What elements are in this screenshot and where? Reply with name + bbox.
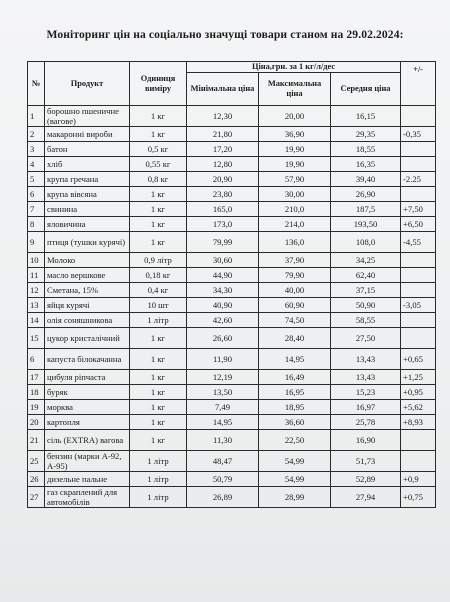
row-max-price: 22,50 — [259, 430, 331, 451]
row-number: 7 — [28, 202, 45, 217]
row-avg-price: 58,55 — [331, 313, 401, 328]
table-row — [28, 232, 436, 253]
row-product: яйця курячі — [45, 298, 130, 313]
header-unit: Одиниця виміру — [130, 62, 187, 106]
row-change: +5,62 — [401, 400, 436, 415]
row-unit: 1 кг — [130, 370, 187, 385]
row-product: цукор кристалічний — [45, 328, 130, 349]
row-unit: 1 кг — [130, 400, 187, 415]
row-avg-price: 187,5 — [331, 202, 401, 217]
row-max-price: 28,40 — [259, 328, 331, 349]
price-table — [27, 61, 436, 508]
row-number: 15 — [28, 328, 45, 349]
row-number: 12 — [28, 283, 45, 298]
row-number: 6 — [28, 187, 45, 202]
table-row — [28, 415, 436, 430]
table-row — [28, 370, 436, 385]
row-change — [401, 268, 436, 283]
table-row — [28, 451, 436, 472]
row-change — [401, 187, 436, 202]
row-min-price: 7,49 — [187, 400, 259, 415]
row-product: сіль (EXTRA) вагова — [45, 430, 130, 451]
row-unit: 1 кг — [130, 415, 187, 430]
row-unit: 1 кг — [130, 217, 187, 232]
row-unit: 1 літр — [130, 313, 187, 328]
row-max-price: 19,90 — [259, 157, 331, 172]
row-unit: 1 літр — [130, 472, 187, 487]
row-max-price: 16,95 — [259, 385, 331, 400]
row-unit: 1 кг — [130, 127, 187, 142]
header-change: +/- — [401, 62, 436, 106]
row-min-price: 12,80 — [187, 157, 259, 172]
row-number: 4 — [28, 157, 45, 172]
row-min-price: 13,50 — [187, 385, 259, 400]
row-avg-price: 26,90 — [331, 187, 401, 202]
row-unit: 1 кг — [130, 328, 187, 349]
row-min-price: 12,30 — [187, 106, 259, 127]
row-min-price: 165,0 — [187, 202, 259, 217]
row-change: +6,50 — [401, 217, 436, 232]
row-change: +0,9 — [401, 472, 436, 487]
row-unit: 1 кг — [130, 106, 187, 127]
row-product: макаронні вироби — [45, 127, 130, 142]
row-number: 25 — [28, 451, 45, 472]
row-min-price: 11,90 — [187, 349, 259, 370]
row-product: морква — [45, 400, 130, 415]
row-avg-price: 16,90 — [331, 430, 401, 451]
row-change: +0,95 — [401, 385, 436, 400]
row-change: -4,55 — [401, 232, 436, 253]
row-change: +8,93 — [401, 415, 436, 430]
row-max-price: 74,50 — [259, 313, 331, 328]
row-unit: 0,55 кг — [130, 157, 187, 172]
header-price-group: Ціна,грн. за 1 кг/л/дес — [187, 62, 401, 73]
row-change: -0,35 — [401, 127, 436, 142]
row-product: буряк — [45, 385, 130, 400]
table-row — [28, 187, 436, 202]
row-product: птиця (тушки курячі) — [45, 232, 130, 253]
row-max-price: 60,90 — [259, 298, 331, 313]
row-max-price: 20,00 — [259, 106, 331, 127]
row-change — [401, 253, 436, 268]
row-change: +0,65 — [401, 349, 436, 370]
row-product: картопля — [45, 415, 130, 430]
row-min-price: 173,0 — [187, 217, 259, 232]
row-number: 11 — [28, 268, 45, 283]
row-number: 1 — [28, 106, 45, 127]
header-min: Мінімальна ціна — [187, 73, 259, 106]
table-row — [28, 172, 436, 187]
row-avg-price: 29,35 — [331, 127, 401, 142]
row-max-price: 19,90 — [259, 142, 331, 157]
row-min-price: 44,90 — [187, 268, 259, 283]
row-unit: 0,8 кг — [130, 172, 187, 187]
row-unit: 1 літр — [130, 487, 187, 508]
row-number: 8 — [28, 217, 45, 232]
row-avg-price: 16,35 — [331, 157, 401, 172]
row-max-price: 30,00 — [259, 187, 331, 202]
table-row — [28, 328, 436, 349]
row-number: 6 — [28, 349, 45, 370]
row-number: 20 — [28, 415, 45, 430]
row-max-price: 28,99 — [259, 487, 331, 508]
row-number: 9 — [28, 232, 45, 253]
row-max-price: 36,90 — [259, 127, 331, 142]
row-product: Молоко — [45, 253, 130, 268]
row-product: цибуля ріпчаста — [45, 370, 130, 385]
row-max-price: 136,0 — [259, 232, 331, 253]
table-row — [28, 106, 436, 127]
header-product: Продукт — [45, 62, 130, 106]
row-avg-price: 52,89 — [331, 472, 401, 487]
row-min-price: 50,79 — [187, 472, 259, 487]
row-avg-price: 27,50 — [331, 328, 401, 349]
row-min-price: 40,90 — [187, 298, 259, 313]
row-product: олія соняшникова — [45, 313, 130, 328]
row-max-price: 79,90 — [259, 268, 331, 283]
row-max-price: 214,0 — [259, 217, 331, 232]
row-change — [401, 451, 436, 472]
row-avg-price: 16,97 — [331, 400, 401, 415]
page-title: Моніторинг цін на соціально значущі товари станом на 29.02.2024: — [46, 28, 404, 41]
row-product: свинина — [45, 202, 130, 217]
row-change: -2.25 — [401, 172, 436, 187]
row-change — [401, 313, 436, 328]
row-avg-price: 13,43 — [331, 370, 401, 385]
row-max-price: 16,49 — [259, 370, 331, 385]
row-number: 27 — [28, 487, 45, 508]
row-avg-price: 51,73 — [331, 451, 401, 472]
table-body — [28, 106, 436, 508]
table-row — [28, 268, 436, 283]
row-max-price: 54,99 — [259, 472, 331, 487]
row-change — [401, 283, 436, 298]
row-number: 2 — [28, 127, 45, 142]
row-unit: 1 кг — [130, 187, 187, 202]
table-row — [28, 385, 436, 400]
row-avg-price: 62,40 — [331, 268, 401, 283]
table-row — [28, 349, 436, 370]
table-row — [28, 487, 436, 508]
table-row — [28, 472, 436, 487]
row-min-price: 42,60 — [187, 313, 259, 328]
table-row — [28, 430, 436, 451]
table-row — [28, 202, 436, 217]
row-unit: 0,9 літр — [130, 253, 187, 268]
row-change: +7,50 — [401, 202, 436, 217]
row-min-price: 21,80 — [187, 127, 259, 142]
table-row — [28, 127, 436, 142]
row-change: +0,75 — [401, 487, 436, 508]
row-unit: 1 кг — [130, 202, 187, 217]
row-min-price: 79,99 — [187, 232, 259, 253]
row-unit: 10 шт — [130, 298, 187, 313]
table-row — [28, 253, 436, 268]
row-product: бензин (марки А-92, А-95) — [45, 451, 130, 472]
row-number: 13 — [28, 298, 45, 313]
row-product: батон — [45, 142, 130, 157]
row-product: борошно пшеничне (вагове) — [45, 106, 130, 127]
table-row — [28, 157, 436, 172]
table-row — [28, 142, 436, 157]
row-product: газ скраплений для автомобілів — [45, 487, 130, 508]
row-change — [401, 328, 436, 349]
row-change — [401, 157, 436, 172]
row-product: масло вершкове — [45, 268, 130, 283]
table-row — [28, 313, 436, 328]
row-max-price: 37,90 — [259, 253, 331, 268]
row-number: 14 — [28, 313, 45, 328]
row-max-price: 14,95 — [259, 349, 331, 370]
row-avg-price: 18,55 — [331, 142, 401, 157]
row-min-price: 12,19 — [187, 370, 259, 385]
row-number: 18 — [28, 385, 45, 400]
row-change: +1,25 — [401, 370, 436, 385]
table-row — [28, 217, 436, 232]
row-min-price: 26,60 — [187, 328, 259, 349]
row-product: хліб — [45, 157, 130, 172]
row-avg-price: 13,43 — [331, 349, 401, 370]
row-min-price: 30,60 — [187, 253, 259, 268]
row-unit: 1 кг — [130, 430, 187, 451]
row-unit: 0,5 кг — [130, 142, 187, 157]
row-min-price: 48,47 — [187, 451, 259, 472]
row-avg-price: 34,25 — [331, 253, 401, 268]
row-unit: 0,4 кг — [130, 283, 187, 298]
row-avg-price: 37,15 — [331, 283, 401, 298]
row-max-price: 40,00 — [259, 283, 331, 298]
row-max-price: 57,90 — [259, 172, 331, 187]
row-unit: 1 літр — [130, 451, 187, 472]
row-min-price: 34,30 — [187, 283, 259, 298]
row-unit: 1 кг — [130, 385, 187, 400]
table-row — [28, 283, 436, 298]
row-avg-price: 15,23 — [331, 385, 401, 400]
row-number: 19 — [28, 400, 45, 415]
row-product: яловичина — [45, 217, 130, 232]
row-avg-price: 25,78 — [331, 415, 401, 430]
row-min-price: 14,95 — [187, 415, 259, 430]
row-number: 26 — [28, 472, 45, 487]
header-num: № — [28, 62, 45, 106]
row-number: 10 — [28, 253, 45, 268]
row-number: 3 — [28, 142, 45, 157]
row-avg-price: 39,40 — [331, 172, 401, 187]
row-min-price: 17,20 — [187, 142, 259, 157]
row-avg-price: 108,0 — [331, 232, 401, 253]
row-avg-price: 27,94 — [331, 487, 401, 508]
row-change: -3,05 — [401, 298, 436, 313]
row-max-price: 210,0 — [259, 202, 331, 217]
header-avg: Середня ціна — [331, 73, 401, 106]
row-change — [401, 142, 436, 157]
row-min-price: 11,30 — [187, 430, 259, 451]
row-unit: 1 кг — [130, 349, 187, 370]
row-number: 17 — [28, 370, 45, 385]
row-max-price: 54,99 — [259, 451, 331, 472]
row-avg-price: 50,90 — [331, 298, 401, 313]
row-unit: 1 кг — [130, 232, 187, 253]
row-unit: 0,18 кг — [130, 268, 187, 283]
header-max: Максимальна ціна — [259, 73, 331, 106]
row-max-price: 36,60 — [259, 415, 331, 430]
row-product: крупа вівсяна — [45, 187, 130, 202]
row-avg-price: 16,15 — [331, 106, 401, 127]
row-number: 21 — [28, 430, 45, 451]
row-change — [401, 430, 436, 451]
row-max-price: 18,95 — [259, 400, 331, 415]
row-product: крупа гречана — [45, 172, 130, 187]
row-product: Сметана, 15% — [45, 283, 130, 298]
table-row — [28, 400, 436, 415]
row-change — [401, 106, 436, 127]
row-product: дизельне пальне — [45, 472, 130, 487]
row-number: 5 — [28, 172, 45, 187]
row-product: капуста білокачанна — [45, 349, 130, 370]
row-min-price: 26,89 — [187, 487, 259, 508]
row-min-price: 20,90 — [187, 172, 259, 187]
row-min-price: 23,80 — [187, 187, 259, 202]
table-row — [28, 298, 436, 313]
row-avg-price: 193,50 — [331, 217, 401, 232]
